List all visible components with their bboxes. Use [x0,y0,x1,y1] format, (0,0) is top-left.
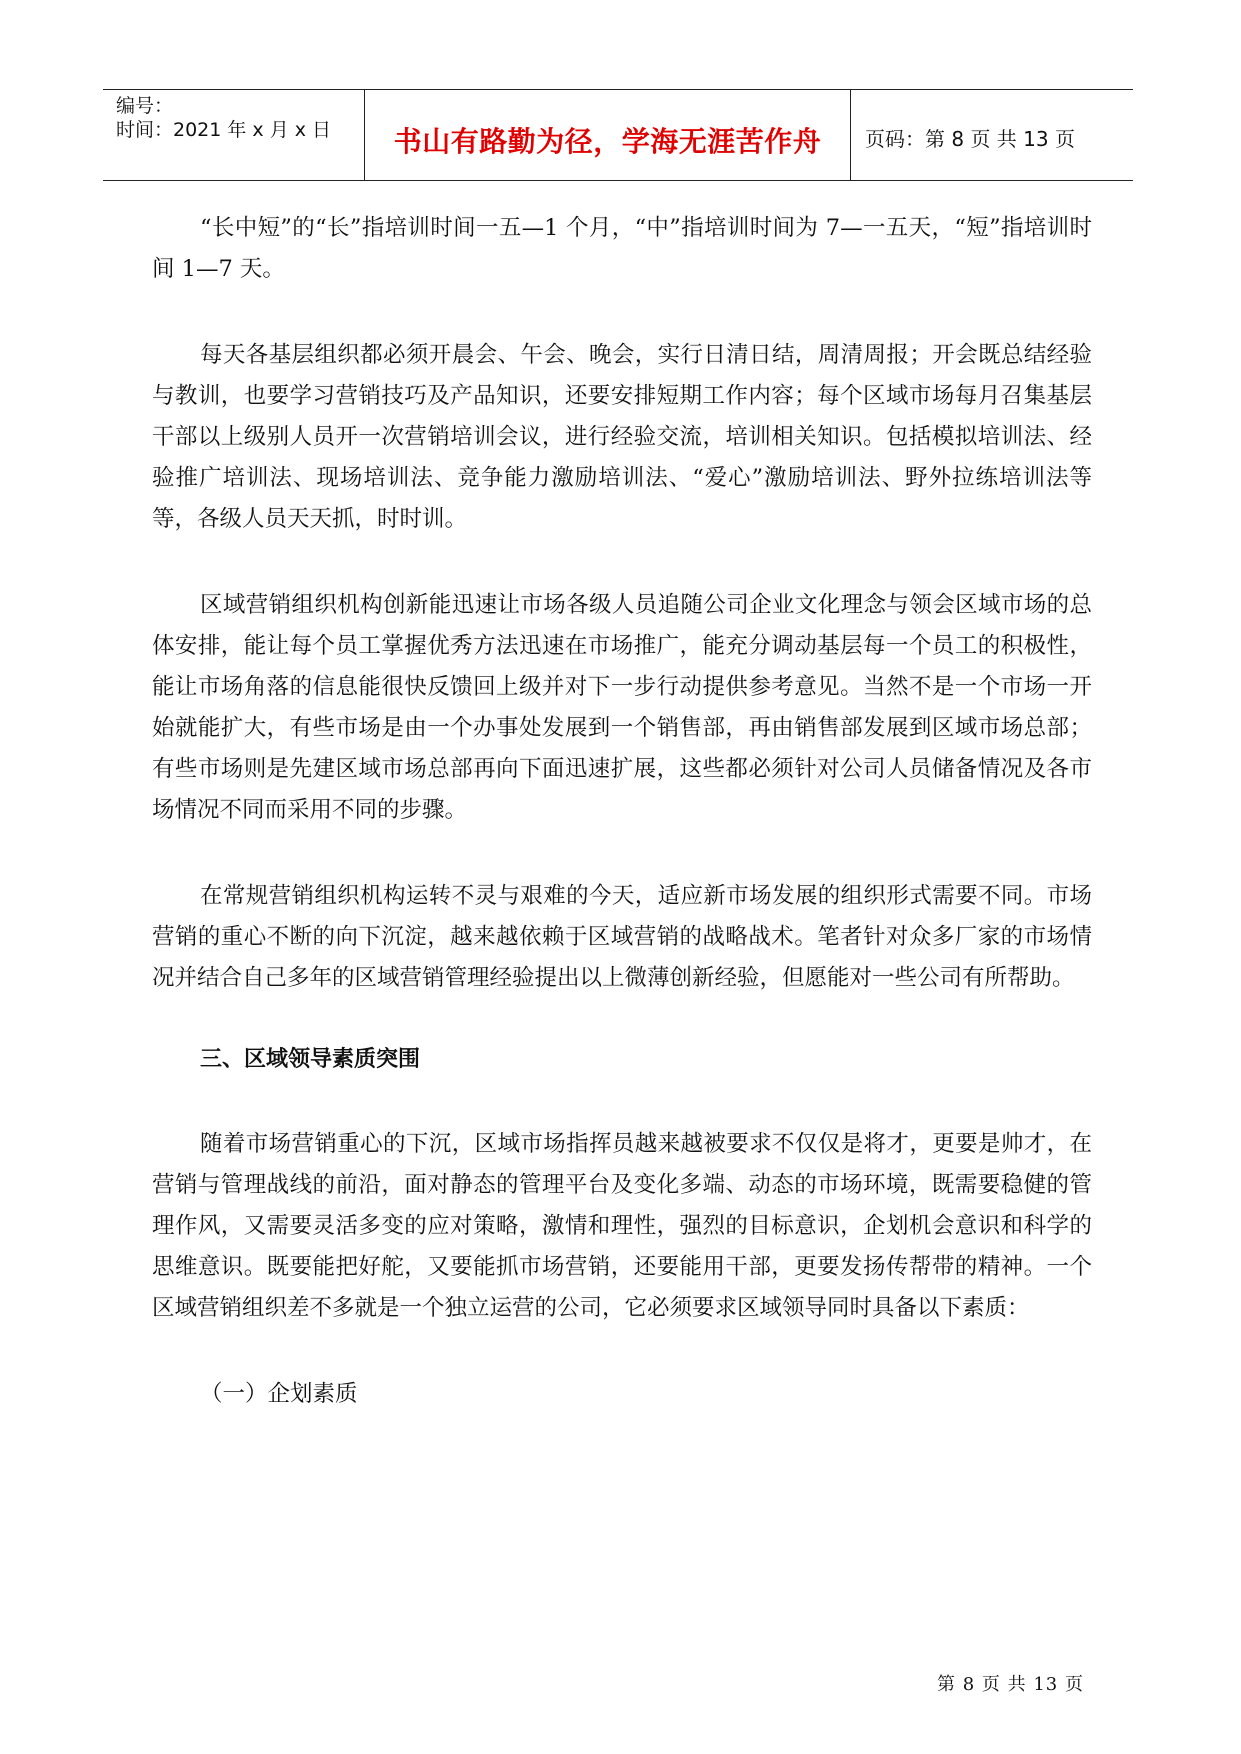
header-page-code: 页码：第 8 页 共 13 页 [865,127,1075,151]
document-body [152,208,1092,1415]
subsection-heading: （一）企划素质 [200,1381,358,1407]
header-motto: 书山有路勤为径，学海无涯苦作舟 [393,125,822,158]
page-header [103,89,1133,181]
paragraph-training-duration: “长中短”的“长”指培训时间一五—1 个月，“中”指培训时间为 7—一五天，“短”指培训时间 1—7 天。 [152,215,1092,282]
paragraph-daily-meetings: 每天各基层组织都必须开晨会、午会、晚会，实行日清日结，周清周报；开会既总结经验与教训，也要学习营销技巧及产品知识，还要安排短期工作内容；每个区域市场每月召集基层干部以上级别人员开一次营销培训会议，进行经验交流，培训相关知识。包括模拟培训法、经验推广培训法、现场培训法、竞争能力激励培训法、“爱心”激励培训法、野外拉练培训法等等，各级人员天天抓，时时训。 [152,342,1092,532]
document-time-label: 时间：2021 年 x 月 x 日 [116,119,332,141]
page-footer-number: 第 8 页 共 13 页 [937,1674,1084,1695]
paragraph-leadership-quality: 随着市场营销重心的下沉，区域市场指挥员越来越被要求不仅仅是将才，更要是帅才，在营销与管理战线的前沿，面对静态的管理平台及变化多端、动态的市场环境，既需要稳健的管理作风，又需要灵活多变的应对策略，激情和理性，强烈的目标意识，企划机会意识和科学的思维意识。既要能把好舵，又要能抓市场营销，还要能用干部，更要发扬传帮带的精神。一个区域营销组织差不多就是一个独立运营的公司，它必须要求区域领导同时具备以下素质： [152,1131,1092,1321]
header-motto-cell [365,90,851,180]
paragraph-conclusion: 在常规营销组织机构运转不灵与艰难的今天，适应新市场发展的组织形式需要不同。市场营销的重心不断的向下沉淀，越来越依赖于区域营销的战略战术。笔者针对众多厂家的市场情况并结合自己多年的区域营销管理经验提出以上微薄创新经验，但愿能对一些公司有所帮助。 [152,883,1092,991]
section-heading: 三、区域领导素质突围 [200,1047,421,1072]
header-meta-cell [103,90,365,180]
header-page-cell [851,90,1133,180]
document-number-label: 编号： [116,95,174,117]
paragraph-organization-innovation: 区域营销组织机构创新能迅速让市场各级人员追随公司企业文化理念与领会区域市场的总体安排，能让每个员工掌握优秀方法迅速在市场推广，能充分调动基层每一个员工的积极性，能让市场角落的信息能很快反馈回上级并对下一步行动提供参考意见。当然不是一个市场一开始就能扩大，有些市场是由一个办事处发展到一个销售部，再由销售部发展到区域市场总部；有些市场则是先建区域市场总部再向下面迅速扩展，这些都必须针对公司人员储备情况及各市场情况不同而采用不同的步骤。 [152,592,1092,823]
